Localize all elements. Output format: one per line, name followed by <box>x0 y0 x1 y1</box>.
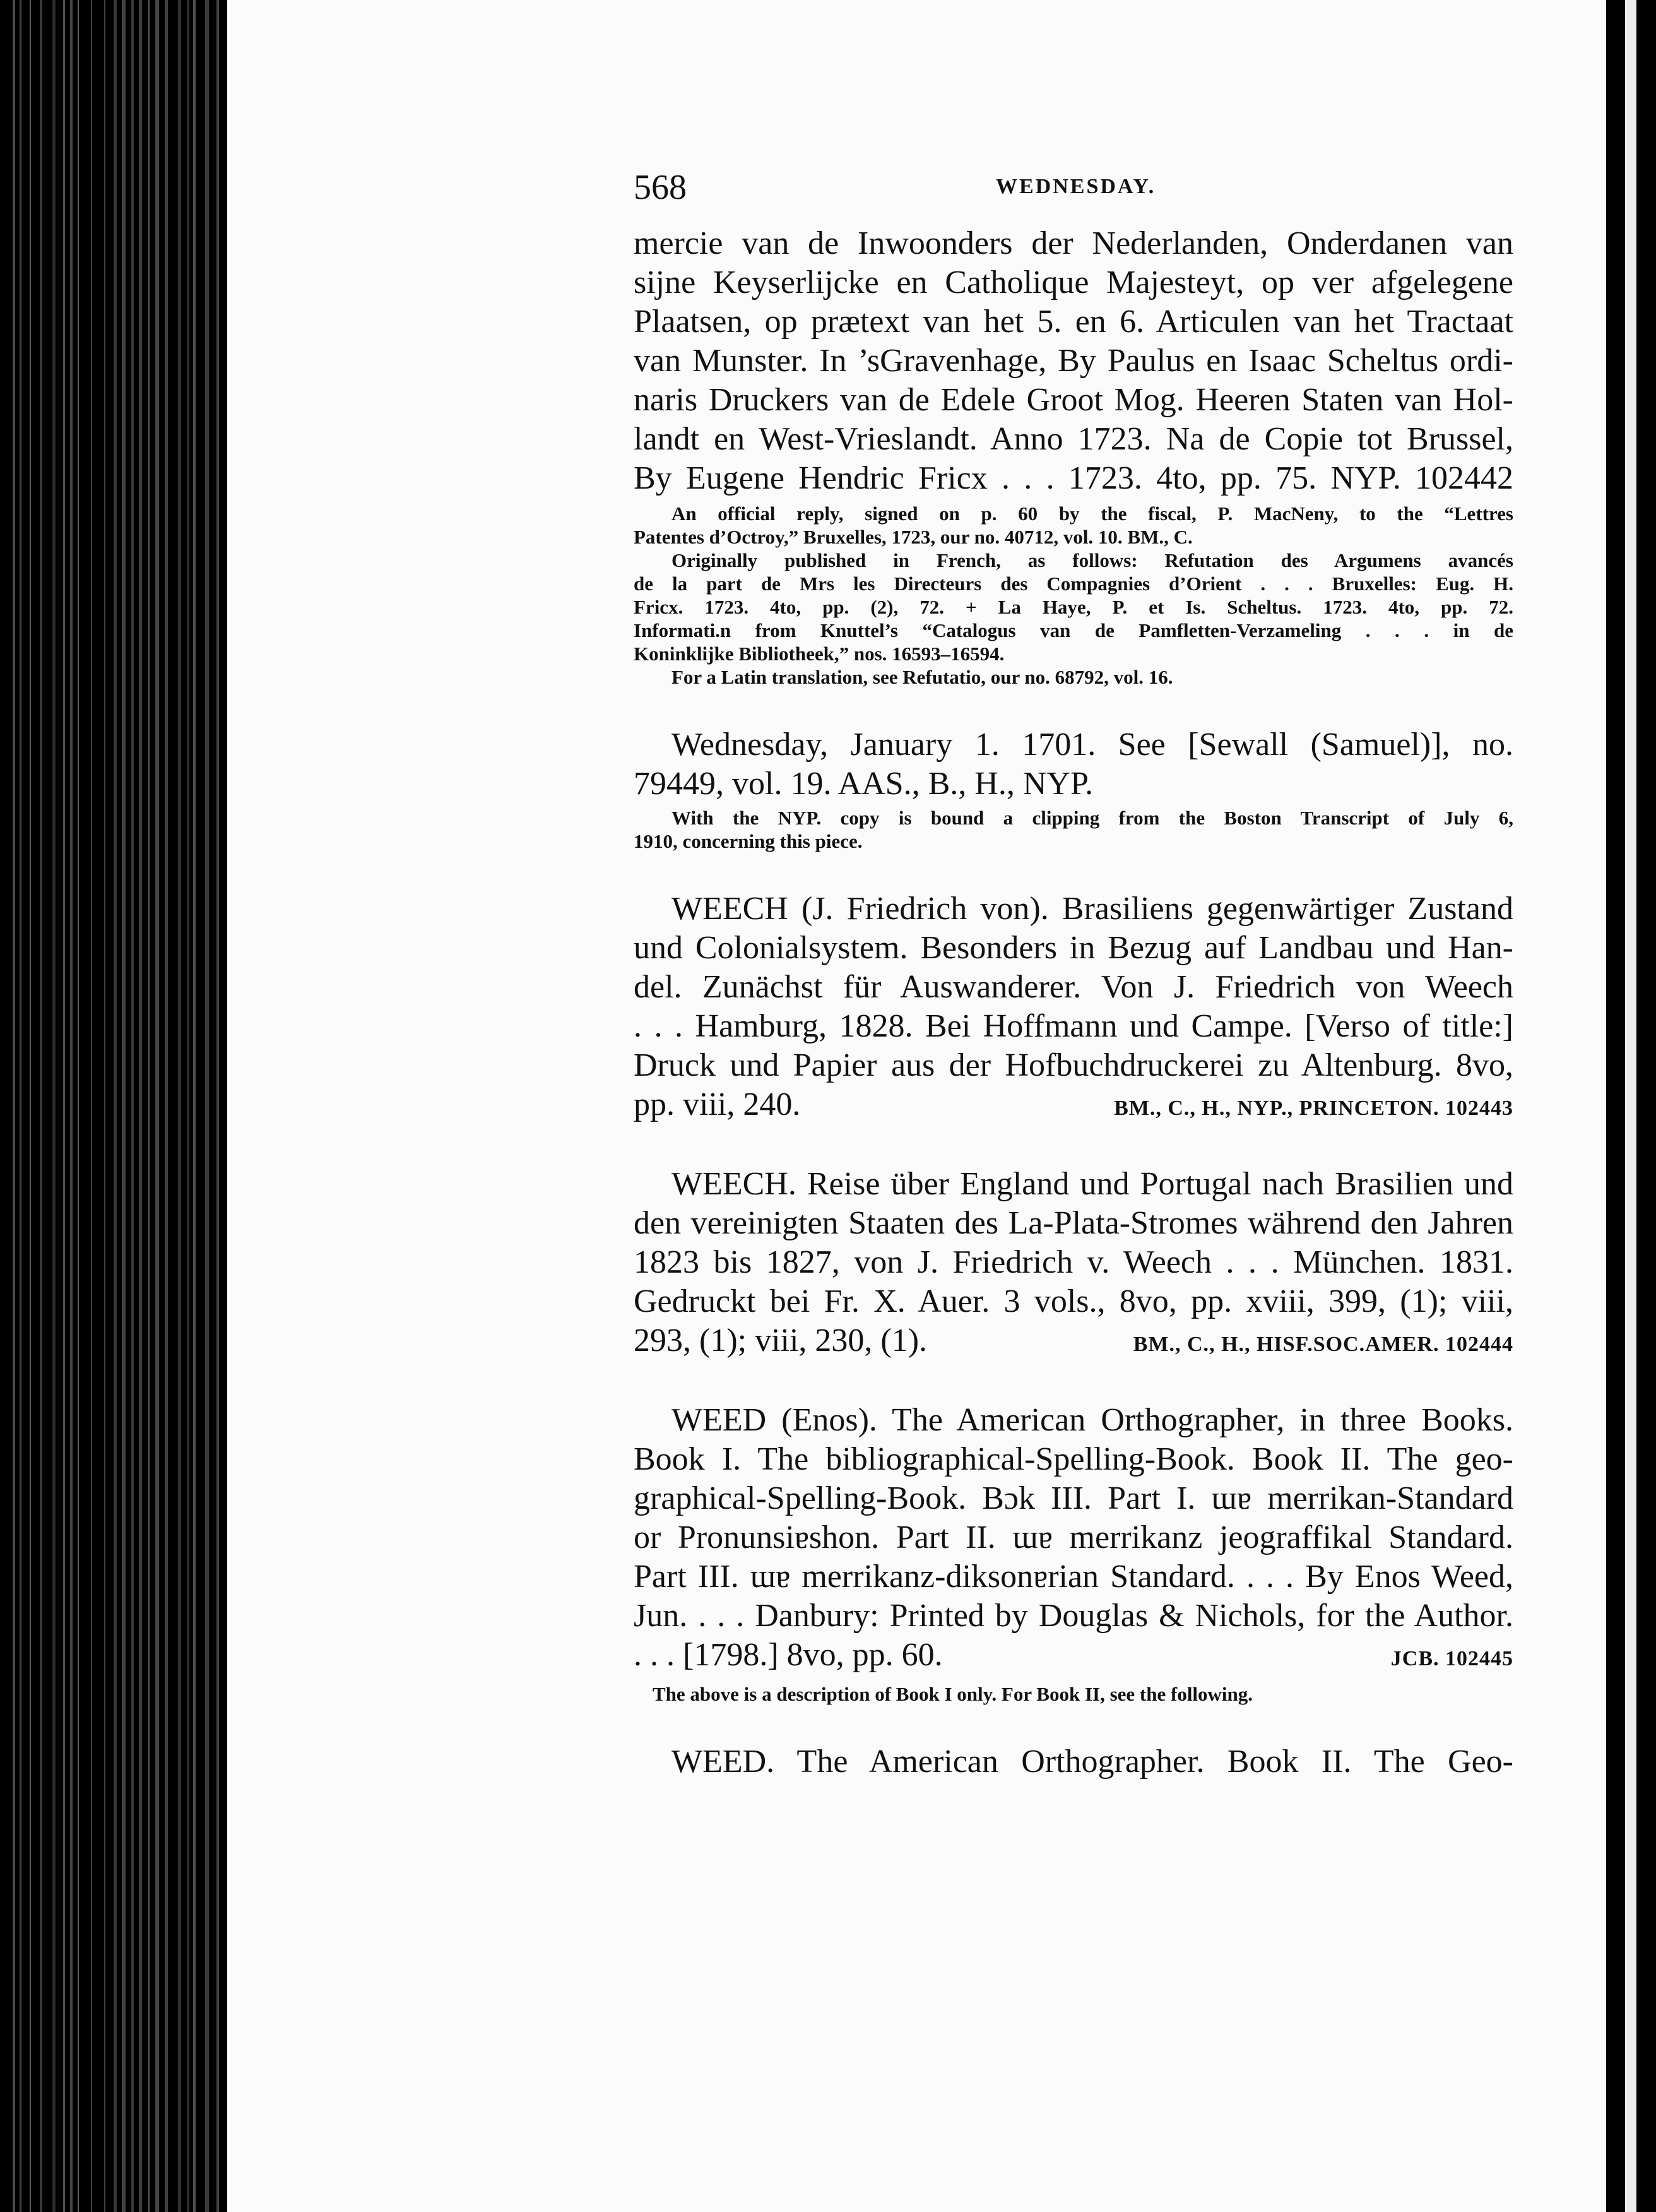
entry-line: 79449, vol. 19. AAS., B., H., NYP. <box>634 766 1094 802</box>
note-line: Patentes d’Octroy,” Bruxelles, 1723, our no. 40712, vol. 10. BM., C. <box>634 526 1193 548</box>
entry-line: sijne Keyserlijcke en Catholique Majesteyt, op ver afgelegene <box>634 265 1513 300</box>
entry-notes <box>634 1682 1513 1706</box>
note-line: Fricx. 1723. 4to, pp. (2), 72. + La Haye, P. et Is. Scheltus. 1723. 4to, pp. 72. <box>634 596 1513 618</box>
entry-body <box>634 889 1513 1128</box>
entry-line: WEED. The American Orthographer. Book II. The Geo- <box>671 1744 1513 1780</box>
entry-line: naris Druckers van de Edele Groot Mog. Heeren Staten van Hol- <box>634 382 1513 418</box>
entry-102443 <box>634 889 1513 1128</box>
entry-body <box>634 1165 1513 1364</box>
entry-line: und Colonialsystem. Besonders in Bezug auf Landbau und Han- <box>634 930 1513 966</box>
library-holdings: JCB. 102445 <box>1390 1647 1513 1670</box>
library-holdings: BM., C., H., NYP., PRINCETON. 102443 <box>1114 1097 1513 1120</box>
note-line: 1910, concerning this piece. <box>634 830 863 852</box>
note-line: The above is a description of Book I only. For Book II, see the following. <box>653 1683 1253 1705</box>
entry-line: mercie van de Inwoonders der Nederlanden, Onderdanen van <box>634 225 1513 261</box>
entry-line: Gedruckt bei Fr. X. Auer. 3 vols., 8vo, pp. xviii, 399, (1); viii, <box>634 1283 1513 1319</box>
note-line: de la part de Mrs les Directeurs des Compagnies d’Orient . . . Bruxelles: Eug. H. <box>634 573 1513 595</box>
entry-notes <box>634 502 1513 689</box>
entry-body <box>634 1401 1513 1679</box>
note-line: Originally published in French, as follows: Refutation des Argumens avancés <box>671 549 1513 571</box>
entry-102444 <box>634 1165 1513 1364</box>
entry-line: Druck und Papier aus der Hofbuchdruckerei zu Altenburg. 8vo, <box>634 1047 1513 1083</box>
entry-line: Plaatsen, op prætext van het 5. en 6. Articulen van het Tractaat <box>634 304 1513 340</box>
entry-line: del. Zunächst für Auswanderer. Von J. Friedrich von Weech <box>634 969 1513 1005</box>
entry-body <box>634 224 1513 498</box>
entry-line: . . . [1798.] 8vo, pp. 60. <box>634 1637 943 1673</box>
entry-102445 <box>634 1401 1513 1706</box>
library-holdings: BM., C., H., HISF.SOC.AMER. 102444 <box>1133 1333 1513 1356</box>
entry-weed-book-ii <box>634 1742 1513 1781</box>
entry-line: van Munster. In ’sGravenhage, By Paulus en Isaac Scheltus ordi- <box>634 343 1513 379</box>
entry-line: Book I. The bibliographical-Spelling-Book. Book II. The geo- <box>634 1441 1513 1477</box>
note-line: With the NYP. copy is bound a clipping from the Boston Transcript of July 6, <box>671 807 1513 829</box>
entry-body <box>634 1742 1513 1781</box>
page-number: 568 <box>634 168 687 207</box>
entry-line: landt en West-Vrieslandt. Anno 1723. Na de Copie tot Brussel, <box>634 421 1513 457</box>
entry-line: WEECH. Reise über England und Portugal nach Brasilien und <box>671 1166 1513 1202</box>
entry-line: Jun. . . . Danbury: Printed by Douglas & Nichols, for the Author. <box>634 1598 1513 1634</box>
adjacent-page-edge <box>1606 0 1656 2212</box>
entry-line: . . . Hamburg, 1828. Bei Hoffmann und Campe. [Verso of title:] <box>634 1008 1513 1044</box>
entry-line: Part III. ɯɐ merrikanz-diksonɐrian Standard. . . . By Enos Weed, <box>634 1559 1513 1595</box>
page-header <box>634 167 1513 224</box>
running-head: WEDNESDAY. <box>996 175 1156 198</box>
entry-line: den vereinigten Staaten des La-Plata-Stromes während den Jahren <box>634 1205 1513 1241</box>
entry-line: or Pronunsiɐshon. Part II. ɯɐ merrikanz jeograffikal Standard. <box>634 1519 1513 1555</box>
note-line: Koninklijke Bibliotheek,” nos. 16593–16594. <box>634 643 1005 665</box>
note-line: For a Latin translation, see Refutatio, our no. 68792, vol. 16. <box>671 666 1173 688</box>
entry-body <box>634 725 1513 804</box>
book-edge <box>0 0 234 2212</box>
entry-line: WEECH (J. Friedrich von). Brasiliens gegenwärtiger Zustand <box>671 891 1513 927</box>
entry-line: By Eugene Hendric Fricx . . . 1723. 4to, pp. 75. NYP. 102442 <box>634 460 1513 496</box>
entry-102442 <box>634 224 1513 689</box>
note-line: Informati.n from Knuttel’s “Catalogus van de Pamfletten-Verzameling . . . in de <box>634 619 1513 641</box>
entry-line: 293, (1); viii, 230, (1). <box>634 1323 928 1359</box>
entry-line: graphical-Spelling-Book. Bɔk III. Part I. ɯɐ merrikan-Standard <box>634 1480 1513 1516</box>
text-column <box>634 167 1513 1781</box>
entry-line: Wednesday, January 1. 1701. See [Sewall (Samuel)], no. <box>671 727 1513 763</box>
entry-notes <box>634 806 1513 853</box>
entry-wednesday <box>634 725 1513 853</box>
entry-line: pp. viii, 240. <box>634 1086 801 1122</box>
entry-line: WEED (Enos). The American Orthographer, in three Books. <box>671 1402 1513 1438</box>
entry-line: 1823 bis 1827, von J. Friedrich v. Weech . . . München. 1831. <box>634 1244 1513 1280</box>
note-line: An official reply, signed on p. 60 by the fiscal, P. MacNeny, to the “Lettres <box>671 502 1513 525</box>
